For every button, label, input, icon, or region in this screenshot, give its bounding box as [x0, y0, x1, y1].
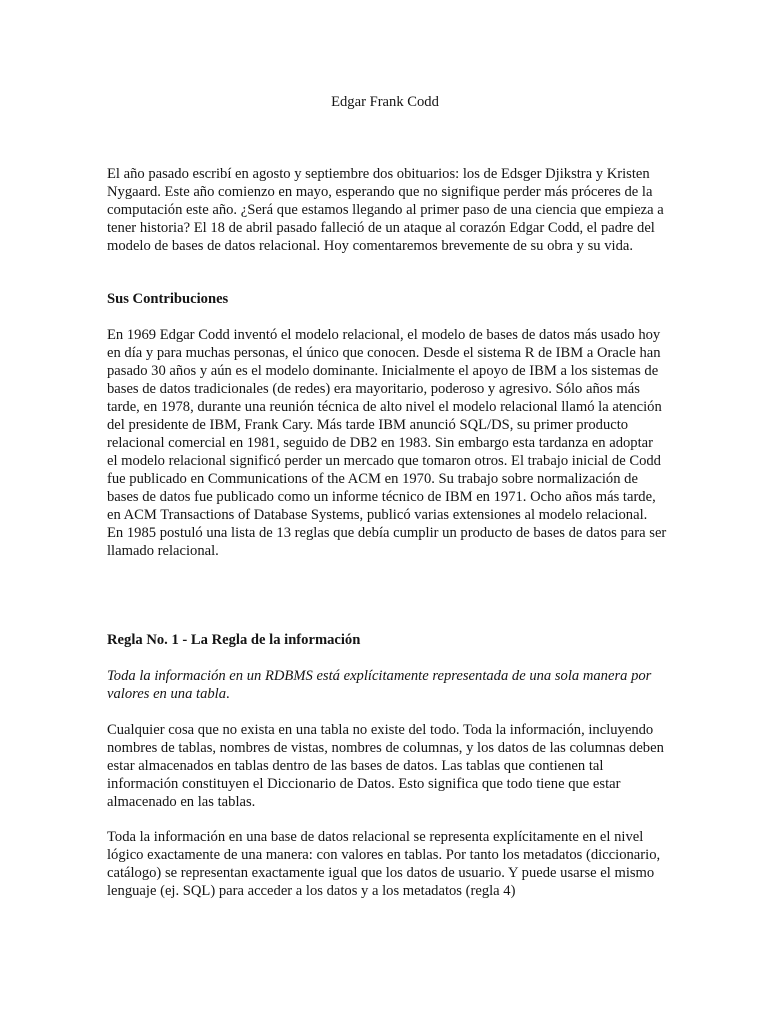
rule1-heading: Regla No. 1 - La Regla de la información: [107, 632, 361, 648]
rule1-statement: Toda la información en un RDBMS está explícitamente representada de una sola manera por valores en una tabla: [107, 668, 652, 702]
rule1-statement-period: .: [226, 686, 230, 702]
rule1-paragraph-2: Toda la información en una base de datos relacional se representa explícitamente en el nivel lógico exactamente de una manera: con valores en tablas. Por tanto los metadatos (diccionario, catálogo) se representan exactamente igual que los datos de usuario. Y puede usarse el mismo lenguaje (ej. SQL) para acceder a los datos y a los metadatos (regla 4): [107, 829, 661, 899]
document-title: Edgar Frank Codd: [331, 94, 439, 110]
rule1-statement-paragraph: [107, 667, 667, 703]
intro-paragraph: El año pasado escribí en agosto y septiembre dos obituarios: los de Edsger Djikstra y Kristen Nygaard. Este año comienzo en mayo, esperando que no signifique perder más próceres de la computación este año. ¿Será que estamos llegando al primer paso de una ciencia que empieza a tener historia? El 18 de abril pasado falleció de un ataque al corazón Edgar Codd, el padre del modelo de bases de datos relacional. Hoy comentaremos brevemente de su obra y su vida.: [107, 166, 664, 254]
contributions-paragraph: En 1969 Edgar Codd inventó el modelo relacional, el modelo de bases de datos más usado hoy en día y para muchas personas, el único que conocen. Desde el sistema R de IBM a Oracle han pasado 30 años y aún es el modelo dominante. Inicialmente el apoyo de IBM a los sistemas de bases de datos tradicionales (de redes) era mayoritario, poderoso y agresivo. Sólo años más tarde, en 1978, durante una reunión técnica de alto nivel el modelo relacional llamó la atención del presidente de IBM, Frank Cary. Más tarde IBM anunció SQL/DS, su primer producto relacional comercial en 1981, seguido de DB2 en 1983. Sin embargo esta tardanza en adoptar el modelo relacional significó perder un mercado que tomaron otros. El trabajo inicial de Codd fue publicado en Communications of the ACM en 1970. Su trabajo sobre normalización de bases de datos fue publicado como un informe técnico de IBM en 1971. Ocho años más tarde, en ACM Transactions of Database Systems, publicó varias extensiones al modelo relacional. En 1985 postuló una lista de 13 reglas que debía cumplir un producto de bases de datos para ser llamado relacional.: [107, 327, 667, 559]
rule1-paragraph-1: Cualquier cosa que no exista en una tabla no existe del todo. Toda la información, incluyendo nombres de tablas, nombres de vistas, nombres de columnas, y los datos de las columnas deben estar almacenados en tablas dentro de las bases de datos. Las tablas que contienen tal información constituyen el Diccionario de Datos. Esto significa que todo tiene que estar almacenado en las tablas.: [107, 722, 664, 810]
contributions-heading: Sus Contribuciones: [107, 291, 229, 307]
